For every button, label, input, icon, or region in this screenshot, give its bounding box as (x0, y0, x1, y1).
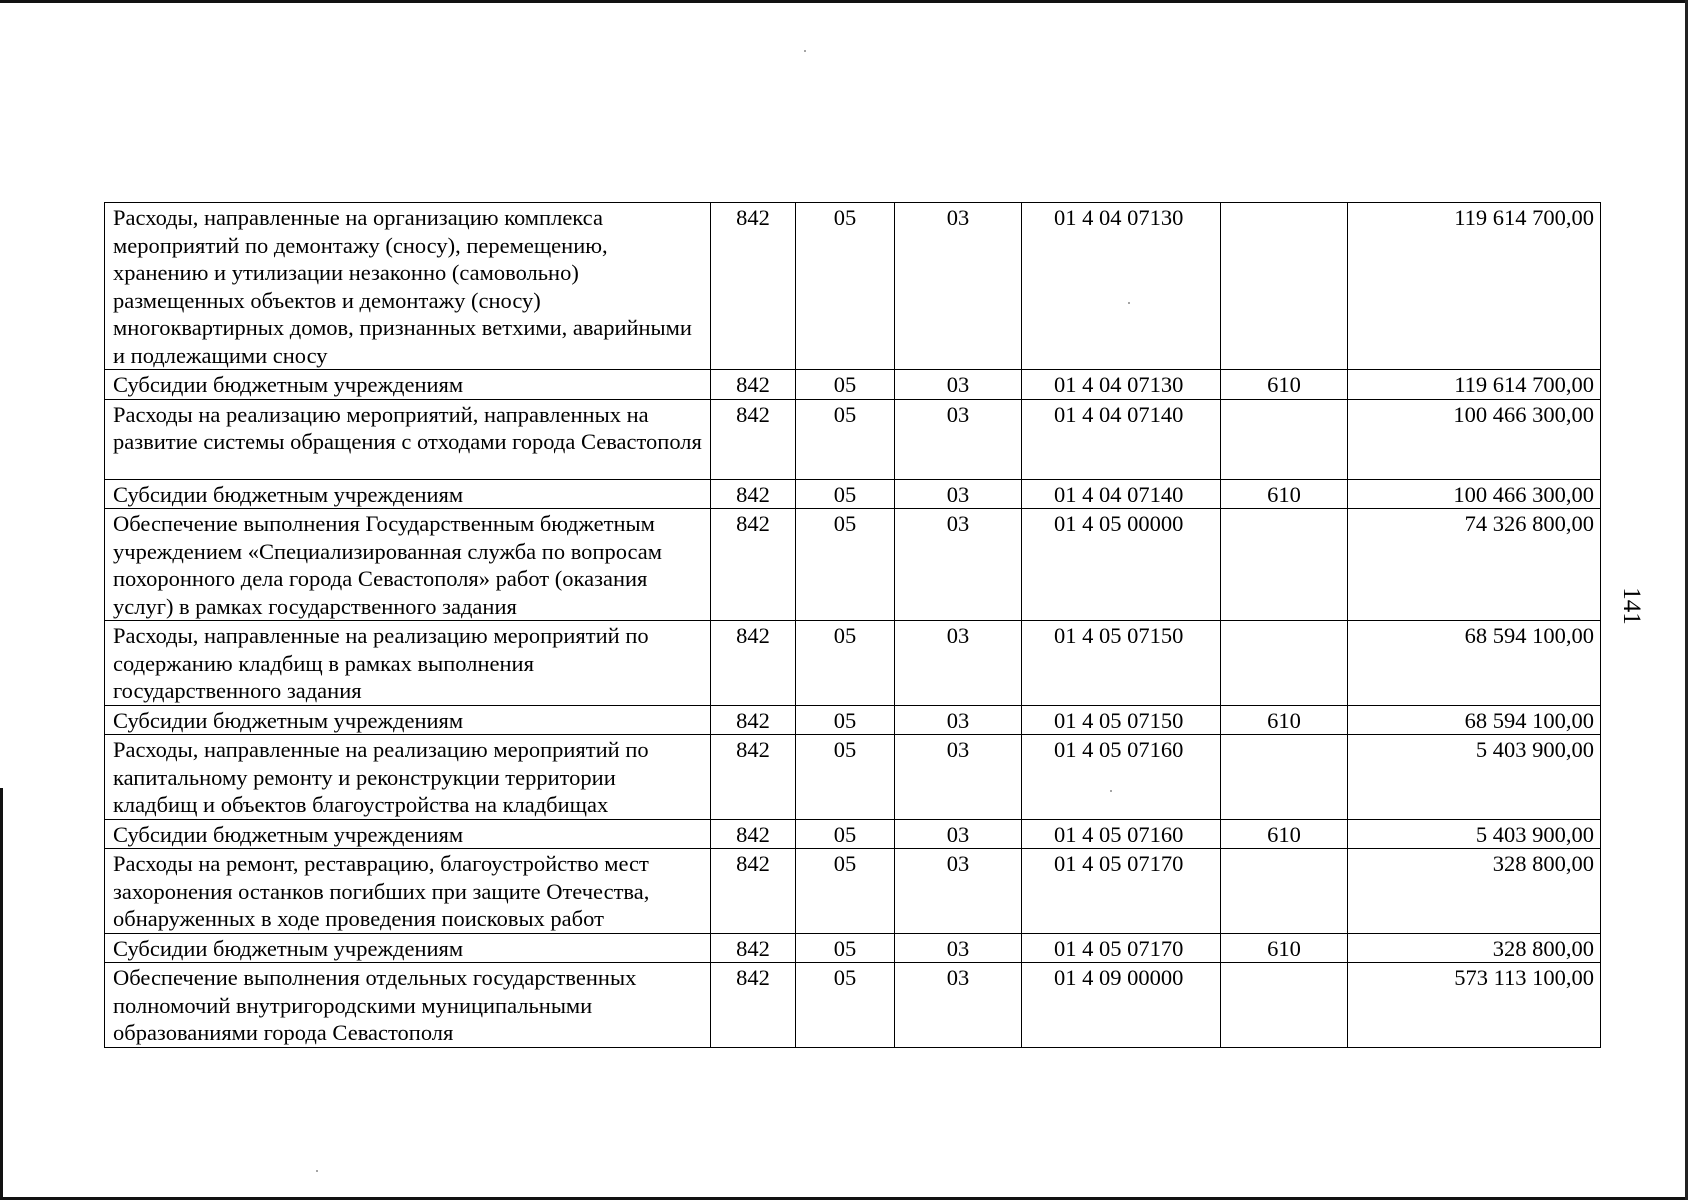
subsection-code: 03 (895, 203, 1022, 370)
page-number: 141 (1618, 587, 1645, 625)
ministry-code: 842 (711, 203, 796, 370)
expense-name: Обеспечение выполнения Государственным бюджетным учреждением «Специализированная служба по вопросам похоронного дела города Севастополя» работ (оказания услуг) в рамках государственного задания (105, 509, 711, 621)
section-code: 05 (796, 399, 895, 479)
expense-name: Обеспечение выполнения отдельных государственных полномочий внутригородскими муниципальными образованиями города Севастополя (105, 963, 711, 1048)
expense-type-code: 610 (1221, 705, 1348, 735)
ministry-code: 842 (711, 509, 796, 621)
ministry-code: 842 (711, 399, 796, 479)
target-article-code: 01 4 05 07150 (1022, 705, 1221, 735)
table-row (105, 399, 1601, 479)
budget-table (104, 202, 1601, 1048)
section-code: 05 (796, 849, 895, 934)
ministry-code: 842 (711, 735, 796, 820)
scan-border-left (0, 788, 3, 1200)
amount: 119 614 700,00 (1348, 203, 1601, 370)
amount: 74 326 800,00 (1348, 509, 1601, 621)
subsection-code: 03 (895, 370, 1022, 400)
expense-type-code (1221, 399, 1348, 479)
ministry-code: 842 (711, 705, 796, 735)
target-article-code: 01 4 05 07170 (1022, 849, 1221, 934)
amount: 68 594 100,00 (1348, 621, 1601, 706)
table-row (105, 509, 1601, 621)
budget-table-body (105, 203, 1601, 1048)
expense-name: Субсидии бюджетным учреждениям (105, 705, 711, 735)
subsection-code: 03 (895, 819, 1022, 849)
expense-name: Расходы, направленные на организацию комплекса мероприятий по демонтажу (сносу), перемещению, хранению и утилизации незаконно (самовольно) размещенных объектов и демонтажу (сносу) многоквартирных домов, признанных ветхими, аварийными и подлежащими сносу (105, 203, 711, 370)
table-row (105, 735, 1601, 820)
expense-type-code: 610 (1221, 819, 1348, 849)
amount: 328 800,00 (1348, 933, 1601, 963)
table-row (105, 705, 1601, 735)
table-row (105, 819, 1601, 849)
table-row (105, 621, 1601, 706)
expense-name: Расходы на ремонт, реставрацию, благоустройство мест захоронения останков погибших при защите Отечества, обнаруженных в ходе проведения поисковых работ (105, 849, 711, 934)
amount: 100 466 300,00 (1348, 479, 1601, 509)
expense-name: Расходы на реализацию мероприятий, направленных на развитие системы обращения с отходами города Севастополя (105, 399, 711, 479)
expense-name: Расходы, направленные на реализацию мероприятий по капитальному ремонту и реконструкции территории кладбищ и объектов благоустройства на кладбищах (105, 735, 711, 820)
subsection-code: 03 (895, 933, 1022, 963)
ministry-code: 842 (711, 479, 796, 509)
expense-type-code (1221, 509, 1348, 621)
amount: 5 403 900,00 (1348, 735, 1601, 820)
subsection-code: 03 (895, 735, 1022, 820)
amount: 328 800,00 (1348, 849, 1601, 934)
section-code: 05 (796, 963, 895, 1048)
amount: 5 403 900,00 (1348, 819, 1601, 849)
table-row (105, 370, 1601, 400)
target-article-code: 01 4 05 07160 (1022, 735, 1221, 820)
subsection-code: 03 (895, 479, 1022, 509)
expense-type-code (1221, 621, 1348, 706)
scan-border-top (0, 0, 1688, 3)
target-article-code: 01 4 04 07130 (1022, 203, 1221, 370)
ministry-code: 842 (711, 963, 796, 1048)
ministry-code: 842 (711, 849, 796, 934)
table-row (105, 479, 1601, 509)
expense-type-code (1221, 735, 1348, 820)
section-code: 05 (796, 621, 895, 706)
expense-name: Субсидии бюджетным учреждениям (105, 479, 711, 509)
ministry-code: 842 (711, 370, 796, 400)
target-article-code: 01 4 09 00000 (1022, 963, 1221, 1048)
section-code: 05 (796, 370, 895, 400)
subsection-code: 03 (895, 849, 1022, 934)
subsection-code: 03 (895, 963, 1022, 1048)
scan-speck (804, 50, 806, 52)
amount: 100 466 300,00 (1348, 399, 1601, 479)
section-code: 05 (796, 735, 895, 820)
expense-name: Расходы, направленные на реализацию мероприятий по содержанию кладбищ в рамках выполнения государственного задания (105, 621, 711, 706)
table-row (105, 203, 1601, 370)
expense-name: Субсидии бюджетным учреждениям (105, 370, 711, 400)
expense-type-code: 610 (1221, 479, 1348, 509)
table-row (105, 933, 1601, 963)
ministry-code: 842 (711, 933, 796, 963)
expense-name: Субсидии бюджетным учреждениям (105, 819, 711, 849)
amount: 119 614 700,00 (1348, 370, 1601, 400)
section-code: 05 (796, 819, 895, 849)
amount: 68 594 100,00 (1348, 705, 1601, 735)
expense-type-code (1221, 963, 1348, 1048)
expense-type-code (1221, 203, 1348, 370)
target-article-code: 01 4 04 07130 (1022, 370, 1221, 400)
scan-speck (316, 1170, 318, 1172)
target-article-code: 01 4 05 07170 (1022, 933, 1221, 963)
target-article-code: 01 4 05 00000 (1022, 509, 1221, 621)
subsection-code: 03 (895, 705, 1022, 735)
subsection-code: 03 (895, 621, 1022, 706)
expense-type-code: 610 (1221, 370, 1348, 400)
section-code: 05 (796, 203, 895, 370)
target-article-code: 01 4 05 07150 (1022, 621, 1221, 706)
ministry-code: 842 (711, 621, 796, 706)
target-article-code: 01 4 04 07140 (1022, 479, 1221, 509)
section-code: 05 (796, 933, 895, 963)
section-code: 05 (796, 479, 895, 509)
subsection-code: 03 (895, 399, 1022, 479)
section-code: 05 (796, 509, 895, 621)
amount: 573 113 100,00 (1348, 963, 1601, 1048)
table-row (105, 963, 1601, 1048)
ministry-code: 842 (711, 819, 796, 849)
table-row (105, 849, 1601, 934)
expense-type-code: 610 (1221, 933, 1348, 963)
expense-type-code (1221, 849, 1348, 934)
target-article-code: 01 4 04 07140 (1022, 399, 1221, 479)
subsection-code: 03 (895, 509, 1022, 621)
section-code: 05 (796, 705, 895, 735)
target-article-code: 01 4 05 07160 (1022, 819, 1221, 849)
expense-name: Субсидии бюджетным учреждениям (105, 933, 711, 963)
